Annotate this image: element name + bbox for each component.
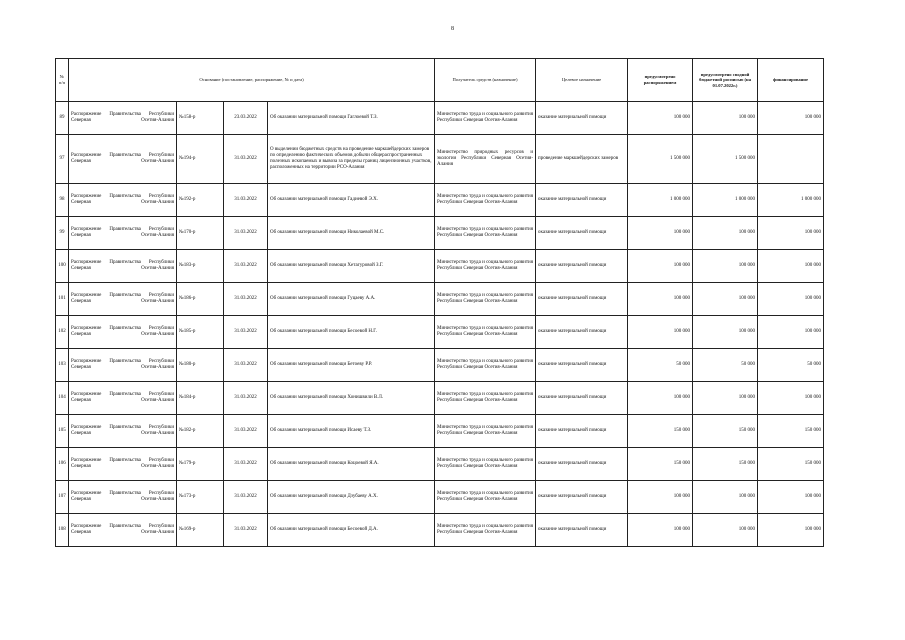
amount-planned: 50 000 bbox=[628, 349, 693, 382]
amount-financed: 100 000 bbox=[758, 382, 824, 415]
recipient: Министерство труда и социального развития Республики Северная Осетия-Алания bbox=[435, 415, 536, 448]
amount-planned: 100 000 bbox=[628, 250, 693, 283]
document-kind: Распоряжение Правительства Республики Северная Осетия-Алания bbox=[69, 316, 177, 349]
document-subject: Об оказании материальной помощи Исаеву Т.З. bbox=[268, 415, 435, 448]
header-num: № п/п bbox=[56, 59, 69, 102]
amount-planned: 100 000 bbox=[628, 283, 693, 316]
amount-planned: 100 000 bbox=[628, 316, 693, 349]
document-kind: Распоряжение Правительства Республики Северная Осетия-Алания bbox=[69, 481, 177, 514]
amount-disbursed: 100 000 bbox=[693, 250, 758, 283]
row-number: 105 bbox=[56, 415, 69, 448]
amount-financed: 100 000 bbox=[758, 217, 824, 250]
document-kind: Распоряжение Правительства Республики Северная Осетия-Алания bbox=[69, 382, 177, 415]
header-basis: Основание (постановление, распоряжение, № и дата) bbox=[69, 59, 435, 102]
document-number: №170-р bbox=[177, 217, 224, 250]
document-number: №182-р bbox=[177, 415, 224, 448]
header-purpose: Целевое назначение bbox=[536, 59, 628, 102]
recipient: Министерство труда и социального развития Республики Северная Осетия-Алания bbox=[435, 283, 536, 316]
document-date: 31.03.2022 bbox=[224, 382, 268, 415]
document-subject: Об оказании материальной помощи Хонишвили В.Л. bbox=[268, 382, 435, 415]
row-number: 100 bbox=[56, 250, 69, 283]
purpose: оказание материальной помощи bbox=[536, 349, 628, 382]
purpose: проведение маркшейдерских замеров bbox=[536, 135, 628, 184]
amount-planned: 100 000 bbox=[628, 514, 693, 547]
purpose: оказание материальной помощи bbox=[536, 316, 628, 349]
purpose: оказание материальной помощи bbox=[536, 514, 628, 547]
amount-financed: 100 000 bbox=[758, 481, 824, 514]
amount-disbursed: 100 000 bbox=[693, 316, 758, 349]
amount-disbursed: 100 000 bbox=[693, 382, 758, 415]
amount-disbursed: 1 000 000 bbox=[693, 184, 758, 217]
table-row bbox=[56, 382, 824, 415]
table-row bbox=[56, 448, 824, 481]
document-subject: Об оказании материальной помощи Бетоеву Р.Р. bbox=[268, 349, 435, 382]
amount-disbursed: 100 000 bbox=[693, 283, 758, 316]
document-subject: Об оказании материальной помощи Бесоевой Д.А. bbox=[268, 514, 435, 547]
amount-disbursed: 150 000 bbox=[693, 415, 758, 448]
header-recipient: Получатель средств (назначение) bbox=[435, 59, 536, 102]
header-financed: финансирование bbox=[758, 59, 824, 102]
row-number: 99 bbox=[56, 217, 69, 250]
table-row bbox=[56, 283, 824, 316]
amount-planned: 100 000 bbox=[628, 382, 693, 415]
document-date: 31.03.2022 bbox=[224, 316, 268, 349]
recipient: Министерство природных ресурсов и экологии Республики Северная Осетия-Алания bbox=[435, 135, 536, 184]
recipient: Министерство труда и социального развития Республики Северная Осетия-Алания bbox=[435, 184, 536, 217]
amount-planned: 1 500 000 bbox=[628, 135, 693, 184]
amount-planned: 100 000 bbox=[628, 217, 693, 250]
page-number: 8 bbox=[451, 26, 454, 32]
amount-disbursed: 150 000 bbox=[693, 448, 758, 481]
table-row bbox=[56, 250, 824, 283]
document-kind: Распоряжение Правительства Республики Северная Осетия-Алания bbox=[69, 415, 177, 448]
document-date: 31.03.2022 bbox=[224, 184, 268, 217]
row-number: 97 bbox=[56, 135, 69, 184]
document-kind: Распоряжение Правительства Республики Северная Осетия-Алания bbox=[69, 184, 177, 217]
recipient: Министерство труда и социального развития Республики Северная Осетия-Алания bbox=[435, 448, 536, 481]
document-kind: Распоряжение Правительства Республики Северная Осетия-Алания bbox=[69, 102, 177, 135]
recipient: Министерство труда и социального развития Республики Северная Осетия-Алания bbox=[435, 481, 536, 514]
row-number: 89 bbox=[56, 102, 69, 135]
purpose: оказание материальной помощи bbox=[536, 102, 628, 135]
recipient: Министерство труда и социального развития Республики Северная Осетия-Алания bbox=[435, 102, 536, 135]
document-kind: Распоряжение Правительства Республики Северная Осетия-Алания bbox=[69, 135, 177, 184]
purpose: оказание материальной помощи bbox=[536, 283, 628, 316]
header-disbursed: предусмотрено сводной бюджетной росписью (на 01.07.2022г.) bbox=[693, 59, 758, 102]
amount-financed: 100 000 bbox=[758, 283, 824, 316]
row-number: 103 bbox=[56, 349, 69, 382]
document-number: №184-р bbox=[177, 382, 224, 415]
purpose: оказание материальной помощи bbox=[536, 382, 628, 415]
document-kind: Распоряжение Правительства Республики Северная Осетия-Алания bbox=[69, 448, 177, 481]
header-planned: предусмотрено распоряжением bbox=[628, 59, 693, 102]
document-subject: Об оказании материальной помощи Гуцаеву А.А. bbox=[268, 283, 435, 316]
purpose: оказание материальной помощи bbox=[536, 448, 628, 481]
document-kind: Распоряжение Правительства Республики Северная Осетия-Алания bbox=[69, 217, 177, 250]
amount-financed: 150 000 bbox=[758, 415, 824, 448]
row-number: 107 bbox=[56, 481, 69, 514]
amount-disbursed: 50 000 bbox=[693, 349, 758, 382]
document-subject: Об оказании материальной помощи Николаевой М.С. bbox=[268, 217, 435, 250]
table-row bbox=[56, 481, 824, 514]
recipient: Министерство труда и социального развития Республики Северная Осетия-Алания bbox=[435, 250, 536, 283]
amount-disbursed: 100 000 bbox=[693, 102, 758, 135]
purpose: оказание материальной помощи bbox=[536, 217, 628, 250]
document-number: №194-р bbox=[177, 135, 224, 184]
amount-disbursed: 100 000 bbox=[693, 481, 758, 514]
report-table bbox=[55, 58, 824, 547]
row-number: 98 bbox=[56, 184, 69, 217]
table-row bbox=[56, 514, 824, 547]
amount-disbursed: 100 000 bbox=[693, 514, 758, 547]
recipient: Министерство труда и социального развития Республики Северная Осетия-Алания bbox=[435, 349, 536, 382]
row-number: 108 bbox=[56, 514, 69, 547]
document-subject: Об оказании материальной помощи Хетагуровой З.Г. bbox=[268, 250, 435, 283]
row-number: 106 bbox=[56, 448, 69, 481]
table-row bbox=[56, 184, 824, 217]
document-subject: Об оказании материальной помощи Дзубаеву А.Х. bbox=[268, 481, 435, 514]
amount-financed bbox=[758, 135, 824, 184]
purpose: оказание материальной помощи bbox=[536, 481, 628, 514]
row-number: 104 bbox=[56, 382, 69, 415]
document-subject: Об оказании материальной помощи Коцоевой Я.А. bbox=[268, 448, 435, 481]
amount-disbursed: 1 500 000 bbox=[693, 135, 758, 184]
amount-financed: 50 000 bbox=[758, 349, 824, 382]
amount-financed: 100 000 bbox=[758, 514, 824, 547]
document-subject: Об оказании материальной помощи Гаглоевой Т.З. bbox=[268, 102, 435, 135]
amount-financed: 1 000 000 bbox=[758, 184, 824, 217]
purpose: оказание материальной помощи bbox=[536, 415, 628, 448]
amount-financed: 100 000 bbox=[758, 316, 824, 349]
document-number: №180-р bbox=[177, 349, 224, 382]
document-number: №192-р bbox=[177, 184, 224, 217]
amount-planned: 100 000 bbox=[628, 481, 693, 514]
document-number: №186-р bbox=[177, 283, 224, 316]
table-row bbox=[56, 349, 824, 382]
table-row bbox=[56, 217, 824, 250]
table-header-row bbox=[56, 59, 824, 102]
document-date: 23.03.2022 bbox=[224, 102, 268, 135]
document-date: 31.03.2022 bbox=[224, 481, 268, 514]
recipient: Министерство труда и социального развития Республики Северная Осетия-Алания bbox=[435, 316, 536, 349]
document-date: 31.03.2022 bbox=[224, 349, 268, 382]
document-kind: Распоряжение Правительства Республики Северная Осетия-Алания bbox=[69, 349, 177, 382]
amount-disbursed: 100 000 bbox=[693, 217, 758, 250]
document-subject: О выделении бюджетных средств на проведение маркшейдерских замеров по определению фактических объемов добычи общераспространенных полезных ископаемых и вывоза за пределы границ лицензионных участков, расположенных на территории РСО-Алания bbox=[268, 135, 435, 184]
table-row bbox=[56, 102, 824, 135]
document-date: 31.03.2022 bbox=[224, 135, 268, 184]
table-row bbox=[56, 316, 824, 349]
document-date: 31.03.2022 bbox=[224, 415, 268, 448]
document-date: 31.03.2022 bbox=[224, 448, 268, 481]
document-subject: Об оказании материальной помощи Гадиевой Э.Х. bbox=[268, 184, 435, 217]
document-number: №183-р bbox=[177, 250, 224, 283]
document-number: №173-р bbox=[177, 481, 224, 514]
amount-planned: 100 000 bbox=[628, 102, 693, 135]
document-date: 31.03.2022 bbox=[224, 283, 268, 316]
document-kind: Распоряжение Правительства Республики Северная Осетия-Алания bbox=[69, 283, 177, 316]
document-date: 31.03.2022 bbox=[224, 514, 268, 547]
table-row bbox=[56, 135, 824, 184]
amount-planned: 150 000 bbox=[628, 448, 693, 481]
document-number: №185-р bbox=[177, 316, 224, 349]
amount-financed: 150 000 bbox=[758, 448, 824, 481]
document-number: №179-р bbox=[177, 448, 224, 481]
document-kind: Распоряжение Правительства Республики Северная Осетия-Алания bbox=[69, 250, 177, 283]
document-date: 31.03.2022 bbox=[224, 250, 268, 283]
recipient: Министерство труда и социального развития Республики Северная Осетия-Алания bbox=[435, 382, 536, 415]
document-subject: Об оказании материальной помощи Бесоевой Н.Г. bbox=[268, 316, 435, 349]
purpose: оказание материальной помощи bbox=[536, 184, 628, 217]
document-number: №158-р bbox=[177, 102, 224, 135]
recipient: Министерство труда и социального развития Республики Северная Осетия-Алания bbox=[435, 514, 536, 547]
amount-financed: 100 000 bbox=[758, 250, 824, 283]
row-number: 101 bbox=[56, 283, 69, 316]
amount-financed: 100 000 bbox=[758, 102, 824, 135]
purpose: оказание материальной помощи bbox=[536, 250, 628, 283]
document-date: 31.03.2022 bbox=[224, 217, 268, 250]
table-row bbox=[56, 415, 824, 448]
recipient: Министерство труда и социального развития Республики Северная Осетия-Алания bbox=[435, 217, 536, 250]
amount-planned: 1 000 000 bbox=[628, 184, 693, 217]
document-number: №169-р bbox=[177, 514, 224, 547]
amount-planned: 150 000 bbox=[628, 415, 693, 448]
row-number: 102 bbox=[56, 316, 69, 349]
document-kind: Распоряжение Правительства Республики Северная Осетия-Алания bbox=[69, 514, 177, 547]
